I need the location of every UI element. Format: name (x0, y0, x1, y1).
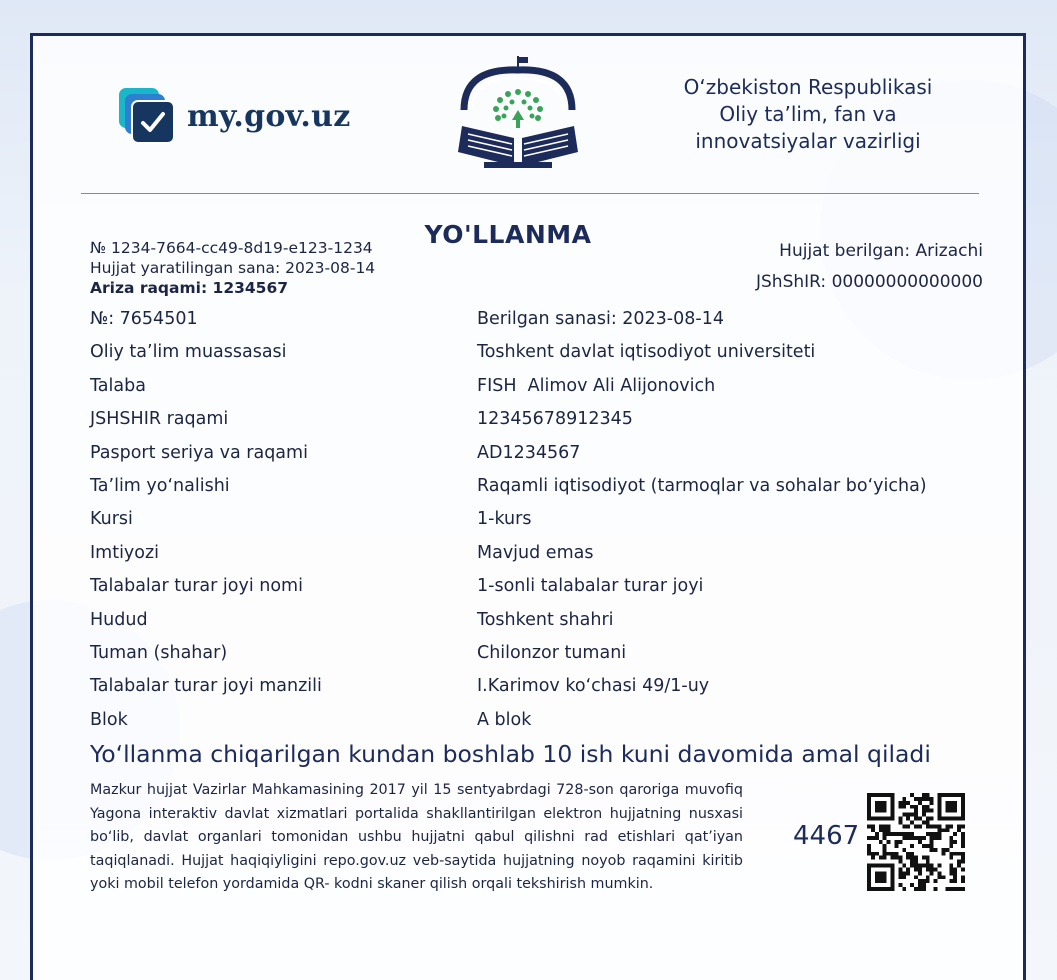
table-row (90, 506, 990, 539)
details-table (90, 306, 990, 740)
ministry-line: O‘zbekiston Respublikasi (683, 75, 933, 99)
table-row (90, 373, 990, 406)
row-label: Ta’lim yo‘nalishi (90, 475, 230, 496)
row-value: Mavjud emas (477, 542, 594, 563)
row-value: I.Karimov ko‘chasi 49/1-uy (477, 676, 710, 697)
issued-to: Hujjat berilgan: Arizachi (779, 241, 983, 261)
row-value: 12345678912345 (477, 409, 633, 430)
recipient-meta (756, 236, 983, 298)
row-value: AD1234567 (477, 442, 581, 463)
recipient-pinfl: JShShIR: 00000000000000 (755, 272, 983, 292)
table-row (90, 339, 990, 372)
table-row (90, 306, 990, 339)
document-sheet (30, 33, 1026, 980)
document-meta (90, 238, 375, 298)
row-value: Toshkent shahri (477, 609, 614, 630)
row-label: №: 7654501 (90, 309, 198, 329)
row-value: 1-kurs (477, 509, 532, 530)
mygov-logo-text: my.gov.uz (187, 98, 351, 134)
application-number: Ariza raqami: 1234567 (90, 279, 289, 297)
row-value: Toshkent davlat iqtisodiyot universiteti (477, 342, 816, 363)
table-row (90, 707, 990, 740)
row-label: Talabalar turar joyi nomi (90, 576, 303, 597)
header-divider (81, 193, 979, 194)
row-label: Kursi (90, 509, 133, 530)
document-title: YO'LLANMA (424, 220, 592, 249)
verification-code: 4467 (793, 821, 860, 851)
row-label: Talabalar turar joyi manzili (90, 676, 322, 697)
table-row (90, 673, 990, 706)
mygov-logo[interactable] (119, 88, 351, 144)
row-label: Blok (90, 709, 128, 730)
table-row (90, 573, 990, 606)
row-value: Berilgan sanasi: 2023-08-14 (477, 309, 724, 329)
document-created-date: Hujjat yaratilingan sana: 2023-08-14 (90, 259, 376, 277)
row-label: Hudud (90, 609, 148, 630)
row-label: Imtiyozi (90, 542, 160, 563)
table-row (90, 406, 990, 439)
document-number: № 1234-7664-cc49-8d19-e123-1234 (90, 239, 373, 257)
table-row (90, 473, 990, 506)
row-label: Pasport seriya va raqami (90, 442, 308, 463)
row-label: Oliy ta’lim muassasasi (90, 342, 287, 363)
ministry-line: Oliy ta’lim, fan va (719, 102, 897, 126)
table-row (90, 440, 990, 473)
row-label: Talaba (90, 375, 146, 396)
validity-notice: Yo‘llanma chiqarilgan kundan boshlab 10 ish kuni davomida amal qiladi (90, 740, 931, 768)
ministry-line: innovatsiyalar vazirligi (695, 129, 921, 153)
row-label: JSHSHIR raqami (90, 409, 229, 430)
row-value: 1-sonli talabalar turar joyi (477, 576, 704, 597)
row-value: Raqamli iqtisodiyot (tarmoqlar va sohalar bo‘yicha) (477, 475, 927, 496)
table-row (90, 640, 990, 673)
table-row (90, 607, 990, 640)
row-value: FISH Alimov Ali Alijonovich (477, 375, 716, 396)
legal-text: Mazkur hujjat Vazirlar Mahkamasining 2017 yil 15 sentyabrdagi 728-son qaroriga muvofiq Yagona interaktiv davlat xizmatlari portalida shakllantirilgan elektron hujjatning nusxasi bo‘lib, davlat organlari tomonidan ushbu hujjatni qabul qilishni rad etishlari qat’iyan taqiqlanadi. Hujjat haqiqiyligini repo.gov.uz veb-saytida hujjatning noyob raqamini kiritib yoki mobil telefon yordamida QR- kodni skaner qilish orqali tekshirish mumkin. (90, 782, 743, 892)
ministry-name (648, 74, 968, 155)
table-row (90, 540, 990, 573)
qr-code[interactable] (867, 793, 965, 891)
ministry-emblem (454, 54, 582, 176)
row-value: Chilonzor tumani (477, 642, 627, 663)
mygov-checkmark-icon (119, 88, 175, 144)
row-value: A blok (477, 709, 532, 730)
row-label: Tuman (shahar) (90, 642, 228, 663)
